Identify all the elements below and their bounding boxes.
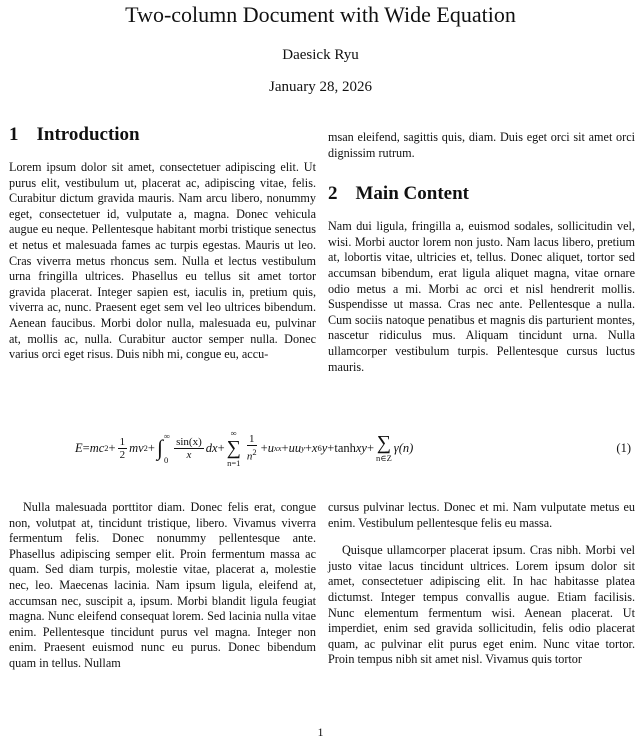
eq-lhs: E <box>75 440 83 455</box>
eq-plus: + <box>108 440 116 455</box>
sum-lower: n=1 <box>227 458 241 468</box>
eq-plus: + <box>281 440 289 455</box>
eq-equals: = <box>82 440 90 455</box>
eq-plus: + <box>147 440 155 455</box>
top-right-column <box>328 130 635 375</box>
eq-tanh: tanh <box>334 440 356 455</box>
bottom-right-continuation: cursus pulvinar lectus. Donec et mi. Nam vulputate metus eu enim. Vestibulum pellentesque felis eu massa. <box>328 500 635 530</box>
eq-frac-sinx <box>174 436 204 461</box>
wide-equation <box>0 428 641 468</box>
document-author: Daesick Ryu <box>282 47 359 63</box>
eq-sum-z <box>376 433 392 463</box>
sum-sign: ∑ <box>376 432 392 454</box>
sum-lower: n∈Z <box>376 453 392 463</box>
frac-den: n <box>246 450 253 463</box>
eq-term-y: y <box>321 440 328 455</box>
eq-plus: + <box>260 440 268 455</box>
eq-sum <box>227 428 241 468</box>
eq-sub: xx <box>273 443 282 453</box>
section-heading-main-content <box>328 183 635 205</box>
bottom-left-column <box>9 500 316 672</box>
section-heading-introduction <box>9 124 316 146</box>
bottom-right-paragraph: Quisque ullamcorper placerat ipsum. Cras nibh. Morbi vel justo vitae lacus tincidunt ultrices. Lorem ipsum dolor sit amet, consectetuer adipiscing elit. In hac habitasse platea dictumst. Integer tempus convallis augue. Etiam facilisis. Nunc elementum fermentum wisi. Aenean placerat. Ut imperdiet, enim sed gravida sollicitudin, felis odio placerat quam, ac pulvinar elit purus eget enim. Nunc vitae tortor. Proin tempus nibh sit amet nisl. Vivamus quis tortor <box>328 543 635 667</box>
eq-tanh-arg: xy <box>355 440 367 455</box>
frac-num: 1 <box>249 433 255 446</box>
eq-term-mc: mc <box>89 440 105 455</box>
section-number: 2 <box>328 183 338 205</box>
eq-term-x: x <box>311 440 318 455</box>
bottom-right-column <box>328 500 635 668</box>
frac-den: x <box>186 448 192 461</box>
eq-sub: y <box>301 443 305 453</box>
section-title: Introduction <box>36 124 140 145</box>
document-date: January 28, 2026 <box>269 79 372 95</box>
intro-paragraph-continuation: msan eleifend, sagittis quis, diam. Duis eget orci sit amet orci dignissim rutrum. <box>328 130 635 160</box>
sum-upper: ∞ <box>230 428 237 438</box>
equation-body <box>75 428 413 468</box>
document-title: Two-column Document with Wide Equation <box>125 2 516 27</box>
main-paragraph: Nam dui ligula, fringilla a, euismod sodales, sollicitudin vel, wisi. Morbi auctor lorem non justo. Nam lacus libero, pretium at, lobortis vitae, ultricies et, tellus. Donec aliquet, tortor sed accumsan bibendum, erat ligula aliquet magna, vitae ornare odio metus a mi. Morbi ac orci et nisl hendrerit mollis. Suspendisse ut massa. Cras nec ante. Pellentesque a nulla. Cum sociis natoque penatibus et magnis dis parturient montes, nascetur ridiculus mus. Aliquam tincidunt urna. Nulla ullamcorper vestibulum turpis. Pellentesque cursus luctus mauris. <box>328 219 635 374</box>
frac-num: 1 <box>119 435 126 448</box>
eq-dx: dx <box>205 440 218 455</box>
eq-exp: 2 <box>104 443 109 453</box>
equation-number: (1) <box>616 440 631 455</box>
integral-lower: 0 <box>164 455 169 465</box>
eq-exp: 6 <box>317 443 322 453</box>
eq-exp: 2 <box>143 443 148 453</box>
eq-term-mv: mv <box>129 440 144 455</box>
section-number: 1 <box>9 124 19 145</box>
eq-exp: 2 <box>252 447 257 458</box>
frac-den: 2 <box>119 448 126 461</box>
eq-plus: + <box>304 440 312 455</box>
eq-gamma: γ(n) <box>393 440 414 455</box>
bottom-left-paragraph: Nulla malesuada porttitor diam. Donec felis erat, congue non, volutpat at, tincidunt tristique, libero. Vivamus viverra fermentum felis. Donec nonummy pellentesque ante. Phasellus adipiscing semper elit. Proin fermentum massa ac quam. Sed diam turpis, molestie vitae, placerat a, molestie nec, leo. Maecenas lacinia. Nam ipsum ligula, eleifend at, accumsan nec, suscipit a, ipsum. Morbi blandit ligula feugiat magna. Nunc eleifend consequat lorem. Sed lacinia nulla vitae enim. Pellentesque tincidunt purus vel magna. Integer non enim. Praesent euismod nunc eu purus. Donec bibendum quam in tellus. Nullam <box>9 500 316 670</box>
frac-num: sin(x) <box>176 435 202 448</box>
eq-integral <box>157 431 170 465</box>
intro-paragraph: Lorem ipsum dolor sit amet, consectetuer adipiscing elit. Ut purus elit, vestibulum ut, placerat ac, adipiscing vitae, felis. Curabitur dictum gravida mauris. Nam arcu libero, nonummy eget, consectetuer id, vulputate a, magna. Donec vehicula augue eu neque. Pellentesque habitant morbi tristique senectus et netus et malesuada fames ac turpis egestas. Mauris ut leo. Cras viverra metus rhoncus sem. Nulla et lectus vestibulum urna fringilla ultrices. Phasellus eu tellus sit amet tortor gravida placerat. Integer sapien est, iaculis in, pretium quis, viverra ac, nunc. Praesent eget sem vel leo ultrices bibendum. Aenean faucibus. Morbi dolor nulla, malesuada eu, pulvinar at, mollis ac, nulla. Curabitur auctor semper nulla. Donec varius orci eget risus. Duis nibh mi, congue eu, accu- <box>9 160 316 362</box>
eq-plus: + <box>217 440 225 455</box>
eq-frac-half <box>118 436 128 461</box>
sum-sign: ∑ <box>226 437 241 459</box>
page-number: 1 <box>317 725 324 739</box>
top-left-column <box>9 124 316 363</box>
eq-plus: + <box>366 440 375 455</box>
eq-term-u: u <box>267 440 274 455</box>
integral-upper: ∞ <box>164 431 171 441</box>
eq-frac-inv-n2 <box>245 433 259 463</box>
section-title: Main Content <box>355 183 469 205</box>
integral-sign: ∫ <box>156 435 164 460</box>
eq-term-uu: uu <box>288 440 302 455</box>
eq-plus: + <box>327 440 335 455</box>
